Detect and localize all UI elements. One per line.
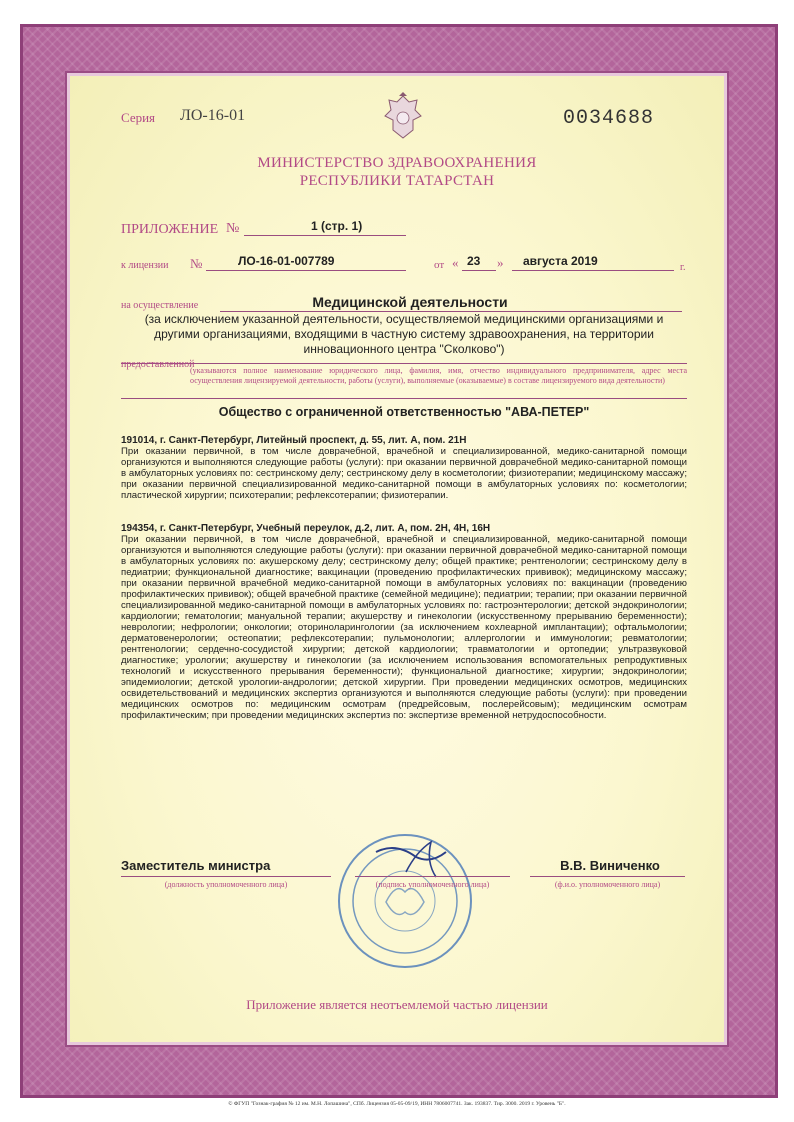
address-1-services: При оказании первичной, в том числе доврачебной, врачебной и специализированной, медико-санитарной помощи организуются и выполняются следующие работы (услуги): при оказании первичной доврачебной медико-санитарной помощи в амбулаторных условиях по: сестринскому делу; сестринскому делу в косметологии; физиотерапии; медицинскому массажу; при оказании первичной специализированной медико-санитарной помощи в амбулаторных условиях по: косметологии; пластической хирургии; психотерапии; рефлексотерапии; физиотерапии. <box>121 446 687 501</box>
provided-separator <box>121 363 687 364</box>
license-day: 23 <box>467 254 481 268</box>
license-number-underline <box>206 270 406 271</box>
name-caption: (ф.и.о. уполномоченного лица) <box>554 880 661 889</box>
signatory-position: Заместитель министра <box>121 858 271 873</box>
activity-label: на осуществление <box>121 300 199 311</box>
appendix-no-sign: № <box>226 221 240 236</box>
position-underline <box>121 876 331 877</box>
license-from-label: от <box>434 259 445 271</box>
activity-title: Медицинской деятельности <box>312 294 508 310</box>
appendix-label: ПРИЛОЖЕНИЕ <box>121 222 219 237</box>
address-2: 194354, г. Санкт-Петербург, Учебный переулок, д.2, лит. А, пом. 2Н, 4Н, 16Н <box>121 523 491 534</box>
provided-label: предоставленной <box>121 359 195 370</box>
address-2-services: При оказании первичной, в том числе доврачебной, врачебной и специализированной, медико-санитарной помощи организуются и выполняются следующие работы (услуги): при оказании первичной доврачебной медико-санитарной помощи в амбулаторных условиях по: акушерскому делу; сестринскому делу; общей практике; рентгенологии; сестринскому делу в педиатрии; функциональной диагностике; вакцинации (проведению профилактических прививок); медицинскому массажу; при оказании первичной врачебной медико-санитарной помощи в амбулаторных условиях по: вакцинации (проведению профилактических прививок); общей врачебной практике (семейной медицине); педиатрии; терапии; при оказании первичной специализированной медико-санитарной помощи в амбулаторных условиях по: гастроэнтерологии; детской эндокринологии; кардиологии; гематологии; мануальной терапии; акушерству и гинекологии (искусственному прерыванию беременности); неврологии; нефрологии; онкологии; оториноларингологии (за исключением кохлеарной имплантации); офтальмологии; дерматовенерологии; остеопатии; рефлексотерапии; пульмонологии; аллергологии и иммунологии; ревматологии; рентгенологии; сердечно-сосудистой хирургии; детской кардиологии; травматологии и ортопедии; ультразвуковой диагностике; урологии; акушерству и гинекологии (за исключением использования вспомогательных репродуктивных технологий и искусственного прерывания беременности); функциональной диагностике; хирургии; эндокринологии; эпидемиологии; детской урологии-андрологии; детской хирургии. При проведении медицинских осмотров, медицинских освидетельствований и медицинских экспертиз организуются и выполняются следующие работы (услуги): при проведении медицинских осмотров по: медицинским осмотрам (предрейсовым, послерейсовым); медицинским осмотрам профилактическим; при проведении медицинских экспертиз по: экспертизе временной нетрудоспособности. <box>121 534 687 721</box>
appendix-underline <box>244 235 406 236</box>
coat-of-arms-icon <box>381 92 425 142</box>
month-underline <box>512 270 674 271</box>
activity-note: (за исключением указанной деятельности, осуществляемой медицинскими организациями и другими организациями, входящими в частную систему здравоохранения, на территории инновационного центра "Сколково") <box>144 312 664 356</box>
name-underline <box>530 876 685 877</box>
day-underline <box>462 270 496 271</box>
license-label: к лицензии <box>121 260 169 271</box>
series-value: ЛО-16-01 <box>180 107 246 124</box>
ministry-line-1: МИНИСТЕРСТВО ЗДРАВООХРАНЕНИЯ <box>257 155 537 171</box>
footer-note: Приложение является неотъемлемой частью лицензии <box>246 997 548 1012</box>
signatory-name: В.В. Виниченко <box>560 858 660 873</box>
signature-underline <box>355 876 510 877</box>
signature-caption: (подпись уполномоченного лица) <box>375 880 490 889</box>
license-no-sign: № <box>190 256 203 271</box>
quote-open: « <box>452 255 459 270</box>
series-label: Серия <box>121 110 156 125</box>
printer-imprint: © ФГУП "Гознак-графия № 12 им. М.Н. Лопашина", СПб. Лицензия 05-05-09/19, ИНН 7806007741. Зак. 193837. Тир. 3000. 2019 г. Уровень "Б". <box>228 1101 566 1107</box>
organization-name: Общество с ограниченной ответственностью "АВА-ПЕТЕР" <box>218 405 590 419</box>
license-month-year: августа 2019 <box>523 254 598 268</box>
appendix-number: 1 (стр. 1) <box>311 219 363 233</box>
address-1: 191014, г. Санкт-Петербург, Литейный проспект, д. 55, лит. А, пом. 21Н <box>121 435 467 446</box>
form-number: 0034688 <box>563 107 655 130</box>
position-caption: (должность уполномоченного лица) <box>164 880 288 889</box>
ministry-line-2: РЕСПУБЛИКИ ТАТАРСТАН <box>299 173 495 189</box>
quote-close: » <box>497 255 504 270</box>
provided-bottom-line <box>121 398 687 399</box>
license-number: ЛО-16-01-007789 <box>238 254 335 268</box>
official-seal-stamp <box>336 832 474 970</box>
provided-note: (указываются полное наименование юридического лица, фамилия, имя, отчество индивидуального предпринимателя, адрес места осуществления лицензируемой деятельности, работы (услуги), выполняемые (оказываемые) в составе лицензируемого вида деятельности) <box>190 366 687 385</box>
year-suffix: г. <box>680 262 686 273</box>
